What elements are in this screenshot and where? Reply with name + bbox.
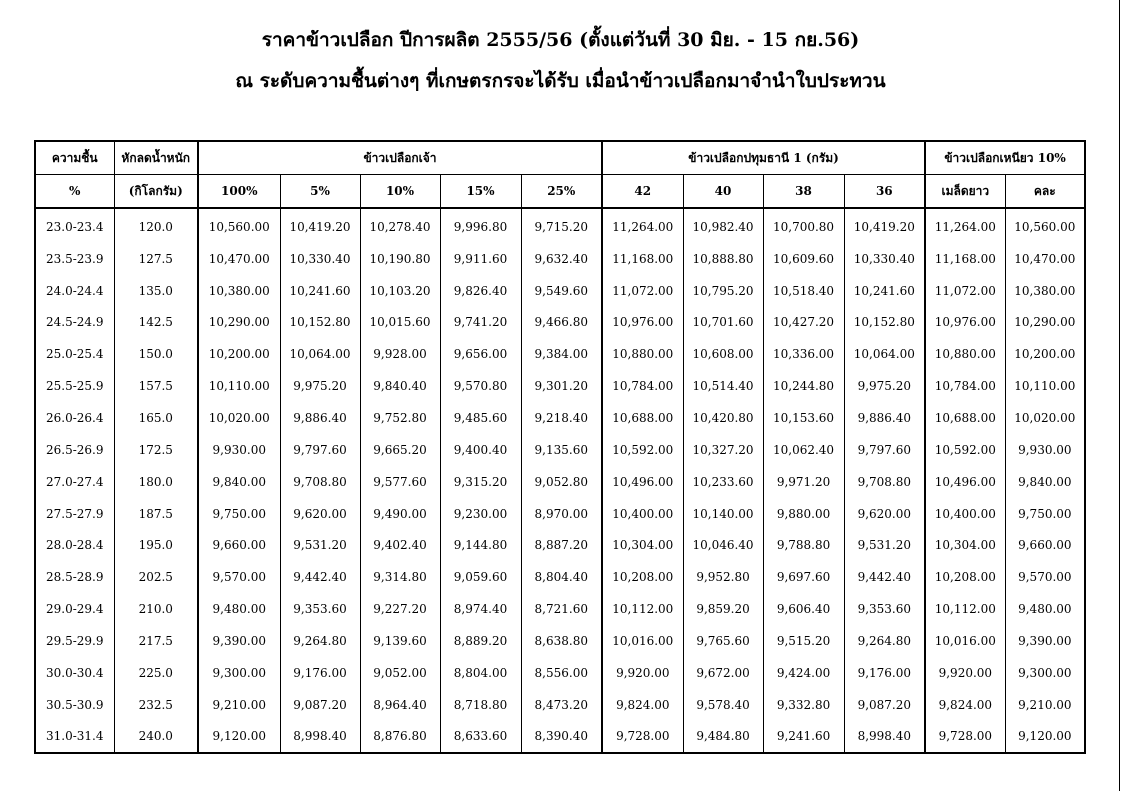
table-cell: 10,976.00 <box>925 307 1005 339</box>
table-cell: 9,728.00 <box>925 721 1005 754</box>
table-cell: 10,470.00 <box>1005 243 1085 275</box>
table-cell: 9,264.80 <box>844 625 925 657</box>
table-cell: 10,304.00 <box>602 529 683 561</box>
table-cell: 232.5 <box>114 689 198 721</box>
table-cell: 9,660.00 <box>198 529 280 561</box>
table-cell: 9,620.00 <box>280 498 360 530</box>
table-cell: 9,570.80 <box>440 370 521 402</box>
table-row <box>35 275 1085 307</box>
table-row <box>35 625 1085 657</box>
table-cell: 8,804.40 <box>521 561 602 593</box>
table-cell: 9,840.00 <box>198 466 280 498</box>
table-cell: 26.5-26.9 <box>35 434 114 466</box>
table-cell: 9,708.80 <box>844 466 925 498</box>
table-cell: 9,859.20 <box>683 593 763 625</box>
table-cell: 9,880.00 <box>763 498 844 530</box>
table-cell: 8,964.40 <box>360 689 440 721</box>
table-cell: 10,330.40 <box>280 243 360 275</box>
table-cell: 9,210.00 <box>198 689 280 721</box>
table-cell: 9,442.40 <box>280 561 360 593</box>
table-cell: 9,384.00 <box>521 338 602 370</box>
table-cell: 10,290.00 <box>1005 307 1085 339</box>
table-cell: 9,531.20 <box>844 529 925 561</box>
table-cell: 10,046.40 <box>683 529 763 561</box>
table-cell: 9,059.60 <box>440 561 521 593</box>
table-cell: 10,609.60 <box>763 243 844 275</box>
table-cell: 9,135.60 <box>521 434 602 466</box>
table-cell: 10,330.40 <box>844 243 925 275</box>
table-cell: 28.0-28.4 <box>35 529 114 561</box>
table-cell: 9,886.40 <box>280 402 360 434</box>
table-cell: 30.0-30.4 <box>35 657 114 689</box>
table-cell: 9,632.40 <box>521 243 602 275</box>
table-cell: 9,911.60 <box>440 243 521 275</box>
table-row <box>35 466 1085 498</box>
table-cell: 120.0 <box>114 208 198 243</box>
table-cell: 10,888.80 <box>683 243 763 275</box>
table-row <box>35 307 1085 339</box>
table-cell: 30.5-30.9 <box>35 689 114 721</box>
table-cell: 9,930.00 <box>1005 434 1085 466</box>
table-cell: 28.5-28.9 <box>35 561 114 593</box>
table-cell: 10,064.00 <box>844 338 925 370</box>
table-cell: 10,336.00 <box>763 338 844 370</box>
table-cell: 27.0-27.4 <box>35 466 114 498</box>
table-cell: 9,353.60 <box>280 593 360 625</box>
table-cell: 9,210.00 <box>1005 689 1085 721</box>
table-cell: 10,795.20 <box>683 275 763 307</box>
table-cell: 10,016.00 <box>925 625 1005 657</box>
table-cell: 10,784.00 <box>925 370 1005 402</box>
table-cell: 10,020.00 <box>1005 402 1085 434</box>
table-row <box>35 689 1085 721</box>
table-cell: 9,660.00 <box>1005 529 1085 561</box>
table-row <box>35 402 1085 434</box>
table-cell: 9,087.20 <box>844 689 925 721</box>
table-cell: 8,998.40 <box>844 721 925 754</box>
page-subtitle: ณ ระดับความชื้นต่างๆ ที่เกษตรกรจะได้รับ เมื่อนำข้าวเปลือกมาจำนำใบประทวน <box>235 70 886 92</box>
table-cell: 225.0 <box>114 657 198 689</box>
deduct-header: หักลดน้ำหนัก <box>114 141 198 175</box>
table-cell: 10,020.00 <box>198 402 280 434</box>
table-cell: 10,496.00 <box>602 466 683 498</box>
sub-header: เมล็ดยาว <box>925 175 1005 209</box>
table-cell: 10,152.80 <box>280 307 360 339</box>
table-row <box>35 593 1085 625</box>
table-cell: 9,975.20 <box>844 370 925 402</box>
table-cell: 10,110.00 <box>198 370 280 402</box>
table-cell: 10,880.00 <box>925 338 1005 370</box>
sub-header: 10% <box>360 175 440 209</box>
table-cell: 8,556.00 <box>521 657 602 689</box>
table-cell: 9,930.00 <box>198 434 280 466</box>
table-cell: 23.0-23.4 <box>35 208 114 243</box>
table-cell: 10,514.40 <box>683 370 763 402</box>
table-cell: 9,996.80 <box>440 208 521 243</box>
sub-header: 38 <box>763 175 844 209</box>
table-cell: 165.0 <box>114 402 198 434</box>
table-cell: 9,672.00 <box>683 657 763 689</box>
table-cell: 10,560.00 <box>198 208 280 243</box>
table-cell: 9,928.00 <box>360 338 440 370</box>
table-cell: 9,515.20 <box>763 625 844 657</box>
table-cell: 10,208.00 <box>602 561 683 593</box>
table-cell: 31.0-31.4 <box>35 721 114 754</box>
table-cell: 9,708.80 <box>280 466 360 498</box>
table-cell: 10,380.00 <box>1005 275 1085 307</box>
table-cell: 8,473.20 <box>521 689 602 721</box>
table-cell: 24.0-24.4 <box>35 275 114 307</box>
table-cell: 10,419.20 <box>844 208 925 243</box>
table-cell: 9,301.20 <box>521 370 602 402</box>
table-cell: 9,765.60 <box>683 625 763 657</box>
table-cell: 9,606.40 <box>763 593 844 625</box>
table-cell: 142.5 <box>114 307 198 339</box>
table-cell: 8,804.00 <box>440 657 521 689</box>
price-table <box>34 140 1086 754</box>
table-cell: 157.5 <box>114 370 198 402</box>
table-cell: 8,718.80 <box>440 689 521 721</box>
group-header-niew: ข้าวเปลือกเหนียว 10% <box>925 141 1085 175</box>
table-cell: 10,112.00 <box>925 593 1005 625</box>
group-header-jao: ข้าวเปลือกเจ้า <box>198 141 602 175</box>
table-cell: 9,353.60 <box>844 593 925 625</box>
table-cell: 10,062.40 <box>763 434 844 466</box>
table-cell: 8,721.60 <box>521 593 602 625</box>
table-cell: 9,390.00 <box>1005 625 1085 657</box>
moisture-header: ความชื้น <box>35 141 114 175</box>
table-cell: 127.5 <box>114 243 198 275</box>
table-cell: 9,826.40 <box>440 275 521 307</box>
table-cell: 9,752.80 <box>360 402 440 434</box>
table-cell: 10,700.80 <box>763 208 844 243</box>
sub-header: 42 <box>602 175 683 209</box>
sub-header: 5% <box>280 175 360 209</box>
table-cell: 10,112.00 <box>602 593 683 625</box>
page-edge-rule <box>1119 0 1120 791</box>
moisture-unit: % <box>35 175 114 209</box>
table-row <box>35 721 1085 754</box>
table-cell: 9,120.00 <box>1005 721 1085 754</box>
table-cell: 11,072.00 <box>925 275 1005 307</box>
table-row <box>35 208 1085 243</box>
table-cell: 9,314.80 <box>360 561 440 593</box>
table-cell: 10,976.00 <box>602 307 683 339</box>
table-cell: 9,570.00 <box>198 561 280 593</box>
table-cell: 10,241.60 <box>844 275 925 307</box>
table-cell: 9,840.40 <box>360 370 440 402</box>
table-row <box>35 243 1085 275</box>
table-cell: 9,920.00 <box>925 657 1005 689</box>
table-cell: 27.5-27.9 <box>35 498 114 530</box>
table-cell: 23.5-23.9 <box>35 243 114 275</box>
table-cell: 10,784.00 <box>602 370 683 402</box>
table-cell: 9,840.00 <box>1005 466 1085 498</box>
table-cell: 10,153.60 <box>763 402 844 434</box>
table-cell: 9,665.20 <box>360 434 440 466</box>
table-cell: 187.5 <box>114 498 198 530</box>
table-cell: 9,578.40 <box>683 689 763 721</box>
table-cell: 9,176.00 <box>280 657 360 689</box>
table-cell: 10,419.20 <box>280 208 360 243</box>
sub-header: 15% <box>440 175 521 209</box>
table-row <box>35 561 1085 593</box>
sub-header: 25% <box>521 175 602 209</box>
table-cell: 11,264.00 <box>602 208 683 243</box>
table-cell: 24.5-24.9 <box>35 307 114 339</box>
table-cell: 10,140.00 <box>683 498 763 530</box>
table-cell: 9,549.60 <box>521 275 602 307</box>
table-cell: 9,741.20 <box>440 307 521 339</box>
table-cell: 210.0 <box>114 593 198 625</box>
table-cell: 172.5 <box>114 434 198 466</box>
table-cell: 9,490.00 <box>360 498 440 530</box>
table-cell: 9,400.40 <box>440 434 521 466</box>
table-cell: 10,380.00 <box>198 275 280 307</box>
table-cell: 9,139.60 <box>360 625 440 657</box>
table-cell: 8,876.80 <box>360 721 440 754</box>
table-cell: 10,608.00 <box>683 338 763 370</box>
deduct-unit: (กิโลกรัม) <box>114 175 198 209</box>
table-cell: 10,688.00 <box>602 402 683 434</box>
table-cell: 9,424.00 <box>763 657 844 689</box>
table-cell: 8,970.00 <box>521 498 602 530</box>
table-row <box>35 338 1085 370</box>
table-cell: 9,480.00 <box>198 593 280 625</box>
table-cell: 9,442.40 <box>844 561 925 593</box>
table-cell: 10,701.60 <box>683 307 763 339</box>
table-cell: 10,400.00 <box>925 498 1005 530</box>
table-cell: 10,400.00 <box>602 498 683 530</box>
table-cell: 10,190.80 <box>360 243 440 275</box>
table-cell: 10,982.40 <box>683 208 763 243</box>
table-cell: 10,496.00 <box>925 466 1005 498</box>
table-row <box>35 498 1085 530</box>
table-cell: 9,824.00 <box>925 689 1005 721</box>
table-cell: 9,577.60 <box>360 466 440 498</box>
table-cell: 10,208.00 <box>925 561 1005 593</box>
table-cell: 9,227.20 <box>360 593 440 625</box>
table-cell: 10,200.00 <box>1005 338 1085 370</box>
table-row <box>35 434 1085 466</box>
table-cell: 9,697.60 <box>763 561 844 593</box>
table-cell: 9,788.80 <box>763 529 844 561</box>
table-cell: 9,315.20 <box>440 466 521 498</box>
table-cell: 29.0-29.4 <box>35 593 114 625</box>
table-cell: 8,998.40 <box>280 721 360 754</box>
table-cell: 25.5-25.9 <box>35 370 114 402</box>
table-cell: 11,264.00 <box>925 208 1005 243</box>
header-row-2 <box>35 175 1085 209</box>
table-cell: 8,887.20 <box>521 529 602 561</box>
table-cell: 25.0-25.4 <box>35 338 114 370</box>
table-cell: 9,300.00 <box>1005 657 1085 689</box>
table-cell: 9,176.00 <box>844 657 925 689</box>
table-cell: 217.5 <box>114 625 198 657</box>
table-cell: 195.0 <box>114 529 198 561</box>
table-cell: 10,560.00 <box>1005 208 1085 243</box>
table-cell: 240.0 <box>114 721 198 754</box>
table-cell: 150.0 <box>114 338 198 370</box>
table-cell: 9,975.20 <box>280 370 360 402</box>
table-cell: 9,120.00 <box>198 721 280 754</box>
table-cell: 10,016.00 <box>602 625 683 657</box>
table-cell: 10,103.20 <box>360 275 440 307</box>
table-cell: 10,290.00 <box>198 307 280 339</box>
table-cell: 10,278.40 <box>360 208 440 243</box>
table-cell: 9,797.60 <box>280 434 360 466</box>
table-cell: 9,264.80 <box>280 625 360 657</box>
table-cell: 10,427.20 <box>763 307 844 339</box>
table-cell: 10,152.80 <box>844 307 925 339</box>
table-cell: 10,304.00 <box>925 529 1005 561</box>
table-cell: 9,332.80 <box>763 689 844 721</box>
table-cell: 9,750.00 <box>198 498 280 530</box>
table-cell: 11,072.00 <box>602 275 683 307</box>
table-cell: 8,889.20 <box>440 625 521 657</box>
table-cell: 26.0-26.4 <box>35 402 114 434</box>
table-cell: 11,168.00 <box>925 243 1005 275</box>
table-cell: 9,920.00 <box>602 657 683 689</box>
table-cell: 10,233.60 <box>683 466 763 498</box>
table-cell: 9,531.20 <box>280 529 360 561</box>
table-cell: 10,241.60 <box>280 275 360 307</box>
table-cell: 10,688.00 <box>925 402 1005 434</box>
table-cell: 9,824.00 <box>602 689 683 721</box>
table-cell: 9,656.00 <box>440 338 521 370</box>
page-title: ราคาข้าวเปลือก ปีการผลิต 2555/56 (ตั้งแต่วันที่ 30 มิย. - 15 กย.56) <box>261 29 860 51</box>
table-cell: 10,110.00 <box>1005 370 1085 402</box>
table-cell: 8,633.60 <box>440 721 521 754</box>
sub-header: 40 <box>683 175 763 209</box>
table-cell: 9,218.40 <box>521 402 602 434</box>
table-row <box>35 370 1085 402</box>
table-cell: 9,971.20 <box>763 466 844 498</box>
table-cell: 9,480.00 <box>1005 593 1085 625</box>
table-cell: 10,592.00 <box>602 434 683 466</box>
table-row <box>35 657 1085 689</box>
table-cell: 9,728.00 <box>602 721 683 754</box>
table-cell: 9,484.80 <box>683 721 763 754</box>
table-cell: 9,390.00 <box>198 625 280 657</box>
table-cell: 180.0 <box>114 466 198 498</box>
table-cell: 10,470.00 <box>198 243 280 275</box>
table-cell: 10,015.60 <box>360 307 440 339</box>
table-cell: 9,144.80 <box>440 529 521 561</box>
table-cell: 29.5-29.9 <box>35 625 114 657</box>
table-cell: 9,952.80 <box>683 561 763 593</box>
table-cell: 9,750.00 <box>1005 498 1085 530</box>
sub-header: 100% <box>198 175 280 209</box>
table-cell: 10,592.00 <box>925 434 1005 466</box>
table-cell: 10,327.20 <box>683 434 763 466</box>
table-cell: 10,064.00 <box>280 338 360 370</box>
table-cell: 9,886.40 <box>844 402 925 434</box>
table-cell: 10,200.00 <box>198 338 280 370</box>
table-cell: 9,797.60 <box>844 434 925 466</box>
sub-header: คละ <box>1005 175 1085 209</box>
table-cell: 9,620.00 <box>844 498 925 530</box>
table-cell: 10,420.80 <box>683 402 763 434</box>
header-row-1 <box>35 141 1085 175</box>
table-cell: 9,570.00 <box>1005 561 1085 593</box>
table-cell: 9,052.80 <box>521 466 602 498</box>
group-header-pathum: ข้าวเปลือกปทุมธานี 1 (กรัม) <box>602 141 925 175</box>
sub-header: 36 <box>844 175 925 209</box>
table-cell: 9,052.00 <box>360 657 440 689</box>
table-cell: 135.0 <box>114 275 198 307</box>
table-cell: 9,466.80 <box>521 307 602 339</box>
table-cell: 9,300.00 <box>198 657 280 689</box>
table-cell: 8,974.40 <box>440 593 521 625</box>
table-cell: 11,168.00 <box>602 243 683 275</box>
table-cell: 9,241.60 <box>763 721 844 754</box>
table-cell: 10,880.00 <box>602 338 683 370</box>
table-cell: 10,244.80 <box>763 370 844 402</box>
table-cell: 202.5 <box>114 561 198 593</box>
table-cell: 9,087.20 <box>280 689 360 721</box>
table-cell: 8,390.40 <box>521 721 602 754</box>
table-row <box>35 529 1085 561</box>
table-cell: 10,518.40 <box>763 275 844 307</box>
table-cell: 9,402.40 <box>360 529 440 561</box>
table-cell: 9,485.60 <box>440 402 521 434</box>
table-cell: 9,715.20 <box>521 208 602 243</box>
table-cell: 8,638.80 <box>521 625 602 657</box>
table-cell: 9,230.00 <box>440 498 521 530</box>
